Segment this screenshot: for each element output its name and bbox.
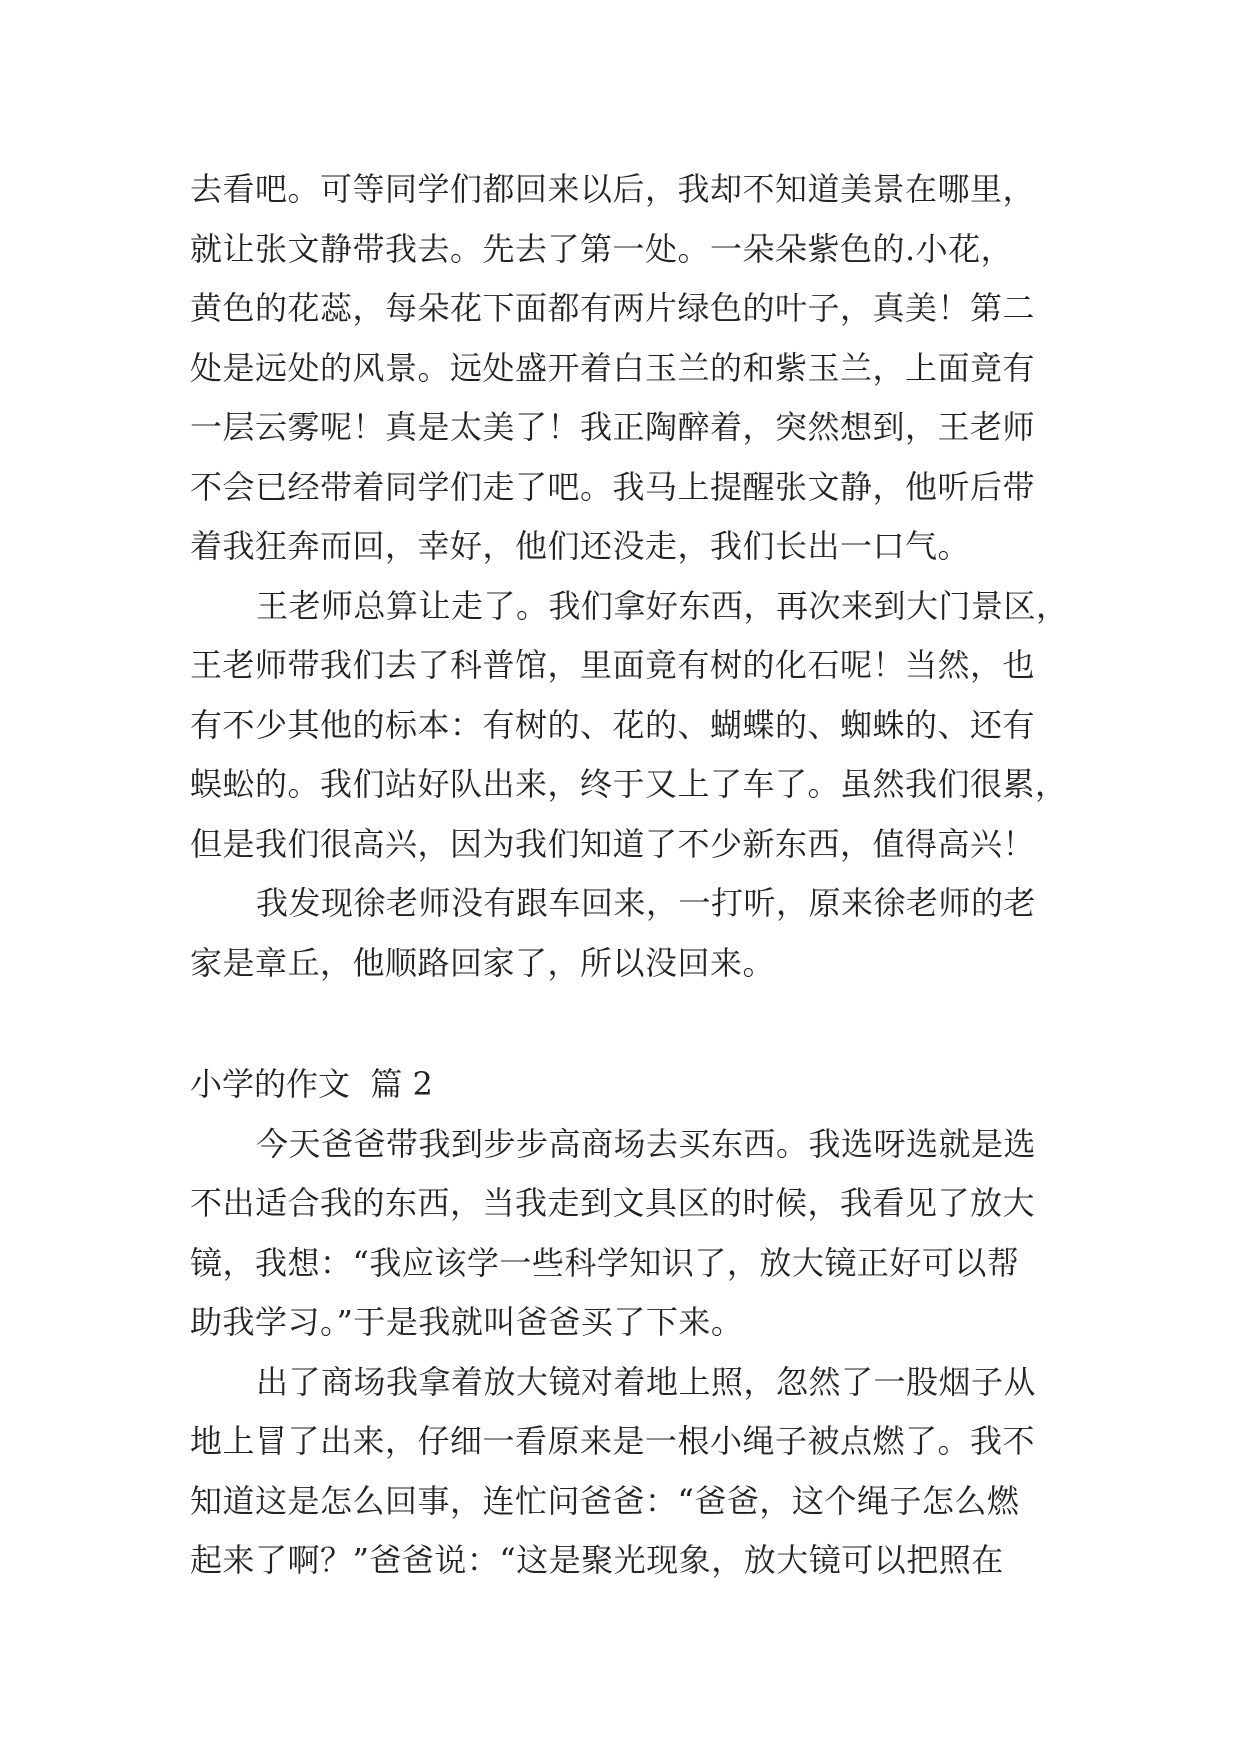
section-2: [190, 1055, 1050, 1591]
text-line: 就让张文静带我去。先去了第一处。一朵朵紫色的.小花，: [190, 229, 1014, 268]
paragraph: [190, 1353, 1050, 1591]
text-line: 家是章丘，他顺路回家了，所以没回来。: [190, 943, 776, 982]
text-line: 去看吧。可等同学们都回来以后，我却不知道美景在哪里，: [190, 170, 1036, 208]
text-line: 起来了啊？”爸爸说：“这是聚光现象，放大镜可以把照在: [190, 1541, 1004, 1579]
text-line: 处是远处的风景。远处盛开着白玉兰的和紫玉兰，上面竟有: [190, 348, 1036, 387]
paragraph: [190, 874, 1050, 993]
section-gap: [190, 993, 1050, 1055]
text-line: 王老师总算让走了。我们拿好东西，再次来到大门景区，: [256, 586, 1069, 625]
text-line: 蜈蚣的。我们站好队出来，终于又上了车了。虽然我们很累，: [190, 765, 1068, 803]
text-line: 王老师带我们去了科普馆，里面竟有树的化石呢！当然，也: [190, 646, 1036, 684]
paragraph: [190, 160, 1050, 577]
text-line: 有不少其他的标本：有树的、花的、蝴蝶的、蜘蛛的、还有: [190, 705, 1036, 744]
text-line: 知道这是怎么回事，连忙问爸爸：“爸爸，这个绳子怎么燃: [190, 1481, 1020, 1520]
text-line: 着我狂奔而回，幸好，他们还没走，我们长出一口气。: [190, 527, 971, 565]
section-1: [190, 160, 1069, 993]
paragraph: [190, 1115, 1050, 1353]
text-line: 地上冒了出来，仔细一看原来是一根小绳子被点燃了。我不: [190, 1422, 1036, 1460]
text-line: 镜，我想：“我应该学一些科学知识了，放大镜正好可以帮: [190, 1243, 1020, 1282]
essay-heading: 小学的作文 篇 2: [190, 1065, 433, 1103]
text-line: 但是我们很高兴，因为我们知道了不少新东西，值得高兴！: [190, 824, 1036, 863]
text-line: 我发现徐老师没有跟车回来，一打听，原来徐老师的老: [256, 884, 1037, 922]
text-line: 一层云雾呢！真是太美了！我正陶醉着，突然想到，王老师: [190, 408, 1036, 446]
text-line: 出了商场我拿着放大镜对着地上照，忽然了一股烟子从: [256, 1362, 1037, 1401]
text-line: 助我学习。”于是我就叫爸爸买了下来。: [190, 1303, 744, 1341]
text-line: 黄色的花蕊，每朵花下面都有两片绿色的叶子，真美！第二: [190, 289, 1036, 327]
text-line: 不会已经带着同学们走了吧。我马上提醒张文静，他听后带: [190, 467, 1036, 506]
text-line: 不出适合我的东西，当我走到文具区的时候，我看见了放大: [190, 1184, 1036, 1222]
text-line: 今天爸爸带我到步步高商场去买东西。我选呀选就是选: [256, 1124, 1037, 1163]
paragraph: [190, 577, 1069, 875]
document-page: [190, 160, 1069, 1591]
